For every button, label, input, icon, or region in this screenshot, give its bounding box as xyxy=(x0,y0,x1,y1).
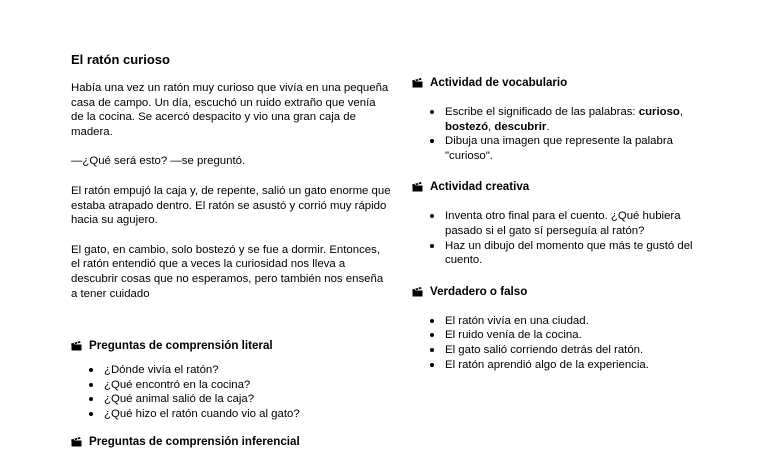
vocabulary-separator: , xyxy=(679,106,684,118)
clapperboard-icon xyxy=(412,182,423,192)
creative-heading xyxy=(412,180,712,194)
true-false-title: Verdadero o falso xyxy=(430,284,528,298)
inferential-questions-title: Preguntas de comprensión inferencial xyxy=(89,434,300,448)
true-false-list xyxy=(412,314,712,372)
vocabulary-title: Actividad de vocabulario xyxy=(430,76,568,89)
clapperboard-icon xyxy=(412,78,423,88)
vocabulary-section xyxy=(412,76,712,163)
story-paragraph-4: El gato, en cambio, solo bostezó y se fue a dormir. Entonces, el ratón entendió que a veces la curiosidad nos lleva a descubrir cosas que no esperamos, pero también nos enseña a tener cuidado xyxy=(71,243,384,300)
list-item: El ruido venía de la cocina. xyxy=(429,328,712,343)
story-title: El ratón curioso xyxy=(71,52,170,67)
clapperboard-icon xyxy=(412,287,423,297)
list-item: Dibuja una imagen que represente la palabra "curioso". xyxy=(429,134,712,163)
vocabulary-list xyxy=(412,105,712,163)
vocabulary-word: bostezó xyxy=(445,120,489,133)
clapperboard-icon xyxy=(71,341,82,351)
creative-title: Actividad creativa xyxy=(430,180,530,194)
vocabulary-period: . xyxy=(546,120,550,133)
story-column xyxy=(71,52,391,449)
literal-questions-list xyxy=(71,363,391,421)
true-false-heading xyxy=(412,285,712,299)
inferential-questions-heading xyxy=(71,435,391,449)
story-paragraph-3: El ratón empujó la caja y, de repente, salió un gato enorme que estaba atrapado dentro. El ratón se asustó y corrió muy rápido hacia su agujero. xyxy=(71,184,391,227)
clapperboard-icon xyxy=(71,437,82,447)
list-item: ¿Qué animal salió de la caja? xyxy=(88,392,391,407)
list-item: El gato salió corriendo detrás del ratón. xyxy=(429,343,712,358)
vocabulary-word: descubrir xyxy=(494,120,547,133)
list-item: ¿Dónde vivía el ratón? xyxy=(88,363,391,378)
vocabulary-heading xyxy=(412,76,712,90)
list-item: ¿Qué hizo el ratón cuando vio al gato? xyxy=(88,407,391,422)
vocabulary-instruction: Escribe el significado de las palabras: xyxy=(445,106,639,118)
list-item: El ratón vivía en una ciudad. xyxy=(429,314,712,329)
activities-column xyxy=(412,76,712,372)
story-paragraph-1: Había una vez un ratón muy curioso que vivía en una pequeña casa de campo. Un día, escuchó un ruido extraño que venía de la cocina. Se acercó despacito y vio una gran caja de madera. xyxy=(71,82,389,138)
literal-questions-section xyxy=(71,339,391,421)
literal-questions-heading xyxy=(71,339,391,353)
list-item: El ratón aprendió algo de la experiencia. xyxy=(429,358,712,373)
vocabulary-word: curioso xyxy=(638,106,680,118)
story-paragraph-2: —¿Qué será esto? —se preguntó. xyxy=(71,155,246,168)
true-false-section xyxy=(412,285,712,372)
literal-questions-title: Preguntas de comprensión literal xyxy=(89,339,273,353)
list-item: Haz un dibujo del momento que más te gustó del cuento. xyxy=(429,239,712,268)
list-item: ¿Qué encontró en la cocina? xyxy=(88,378,391,393)
creative-list xyxy=(412,209,712,267)
list-item: Inventa otro final para el cuento. ¿Qué hubiera pasado si el gato sí perseguía al ratón? xyxy=(429,209,712,238)
creative-section xyxy=(412,180,712,267)
vocabulary-separator: , xyxy=(488,120,495,133)
inferential-questions-section xyxy=(71,435,391,449)
list-item xyxy=(429,105,712,134)
